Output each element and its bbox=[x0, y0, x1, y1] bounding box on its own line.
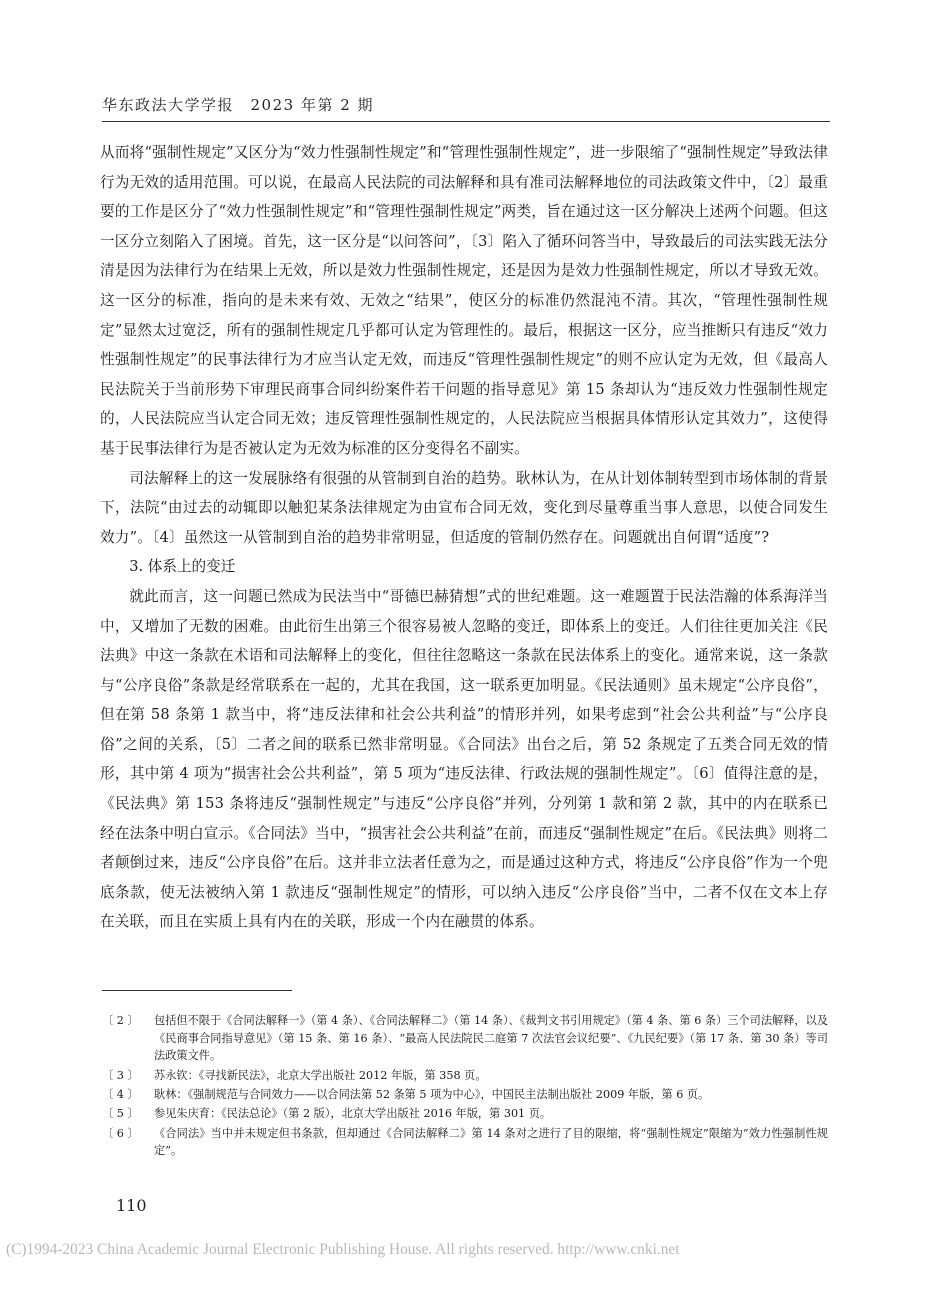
footnote-text: 耿林：《强制规范与合同效力——以合同法第 52 条第 5 项为中心》，中国民主法制出版社 2009 年版，第 6 页。 bbox=[154, 1087, 710, 1101]
footnote-text: 参见朱庆育：《民法总论》（第 2 版），北京大学出版社 2016 年版，第 301 页。 bbox=[154, 1107, 552, 1121]
copyright-watermark: (C)1994-2023 China Academic Journal Electronic Publishing House. All rights reserved. http://www.cnki.net bbox=[6, 1241, 680, 1258]
running-header: 华东政法大学学报 2023 年第 2 期 bbox=[102, 96, 375, 114]
footnote bbox=[102, 1086, 828, 1104]
footnote-number: 〔 5 〕 bbox=[102, 1107, 139, 1121]
footnote-number: 〔 6 〕 bbox=[102, 1126, 139, 1140]
footnote-text: 包括但不限于《合同法解释一》（第 4 条）、《合同法解释二》（第 14 条）、《裁判文书引用规定》（第 4 条、第 6 条）三个司法解释，以及《民商事合同指导意见》（第 15 条、第 16 条）、“最高人民法院民二庭第 7 次法官会议纪要”、《九民纪要》（第 17 条、第 30 条）等司法政策文件。 bbox=[154, 1014, 828, 1063]
footnote-number: 〔 2 〕 bbox=[102, 1014, 139, 1027]
footnote-number: 〔 3 〕 bbox=[102, 1068, 139, 1082]
footnotes bbox=[102, 1012, 828, 1162]
footnote-number: 〔 4 〕 bbox=[102, 1087, 139, 1101]
footnote bbox=[102, 1125, 828, 1160]
footnote-text: 苏永钦：《寻找新民法》，北京大学出版社 2012 年版，第 358 页。 bbox=[154, 1068, 487, 1082]
footnote bbox=[102, 1067, 828, 1085]
footnote-text: 《合同法》当中并未规定但书条款，但却通过《合同法解释二》第 14 条对之进行了目的限缩，将“强制性规定”限缩为“效力性强制性规定”。 bbox=[154, 1126, 828, 1158]
footnote bbox=[102, 1105, 828, 1123]
section-heading: 3. 体系上的变迁 bbox=[129, 558, 236, 576]
paragraph-2: 司法解释上的这一发展脉络有很强的从管制到自治的趋势。耿林认为，在从计划体制转型到市场体制的背景下，法院“由过去的动辄即以触犯某条法律规定为由宣布合同无效，变化到尽量尊重当事人意思，以使合同发生效力”。〔4〕虽然这一从管制到自治的趋势非常明显，但适度的管制仍然存在。问题就出自何谓“适度”? bbox=[100, 469, 828, 546]
footnote bbox=[102, 1012, 828, 1065]
paragraph-1: 从而将“强制性规定”又区分为“效力性强制性规定”和“管理性强制性规定”，进一步限缩了“强制性规定”导致法律行为无效的适用范围。可以说，在最高人民法院的司法解释和具有准司法解释地位的司法政策文件中，〔2〕最重要的工作是区分了“效力性强制性规定”和“管理性强制性规定”两类，旨在通过这一区分解决上述两个问题。但这一区分立刻陷入了困境。首先，这一区分是“以问答问”，〔3〕陷入了循环问答当中，导致最后的司法实践无法分清是因为法律行为在结果上无效，所以是效力性强制性规定，还是因为是效力性强制性规定，所以才导致无效。这一区分的标准，指向的是未来有效、无效之“结果”，使区分的标准仍然混沌不清。其次，“管理性强制性规定”显然太过宽泛，所有的强制性规定几乎都可认定为管理性的。最后，根据这一区分，应当推断只有违反“效力性强制性规定”的民事法律行为才应当认定无效，而违反“管理性强制性规定”的则不应认定为无效，但《最高人民法院关于当前形势下审理民商事合同纠纷案件若干问题的指导意见》第 15 条却认为“违反效力性强制性规定的，人民法院应当认定合同无效；违反管理性强制性规定的，人民法院应当根据具体情形认定其效力”，这使得基于民事法律行为是否被认定为无效为标准的区分变得名不副实。 bbox=[100, 144, 828, 457]
page-number: 110 bbox=[116, 1196, 147, 1215]
footnote-divider bbox=[102, 990, 292, 991]
main-text bbox=[100, 138, 828, 937]
header-divider bbox=[102, 121, 830, 122]
paragraph-3: 就此而言，这一问题已然成为民法当中“哥德巴赫猜想”式的世纪难题。这一难题置于民法浩瀚的体系海洋当中，又增加了无数的困难。由此衍生出第三个很容易被人忽略的变迁，即体系上的变迁。人们往往更加关注《民法典》中这一条款在术语和司法解释上的变化，但往往忽略这一条款在民法体系上的变化。通常来说，这一条款与“公序良俗”条款是经常联系在一起的，尤其在我国，这一联系更加明显。《民法通则》虽未规定“公序良俗”，但在第 58 条第 1 款当中，将“违反法律和社会公共利益”的情形并列，如果考虑到“社会公共利益”与“公序良俗”之间的关系，〔5〕二者之间的联系已然非常明显。《合同法》出台之后，第 52 条规定了五类合同无效的情形，其中第 4 项为“损害社会公共利益”，第 5 项为“违反法律、行政法规的强制性规定”。〔6〕值得注意的是，《民法典》第 153 条将违反“强制性规定”与违反“公序良俗”并列，分列第 1 款和第 2 款，其中的内在联系已经在法条中明白宣示。《合同法》当中，“损害社会公共利益”在前，而违反“强制性规定”在后。《民法典》则将二者颠倒过来，违反“公序良俗”在后。这并非立法者任意为之，而是通过这种方式，将违反“公序良俗”作为一个兜底条款，使无法被纳入第 1 款违反“强制性规定”的情形，可以纳入违反“公序良俗”当中，二者不仅在文本上存在关联，而且在实质上具有内在的关联，形成一个内在融贯的体系。 bbox=[100, 587, 828, 931]
